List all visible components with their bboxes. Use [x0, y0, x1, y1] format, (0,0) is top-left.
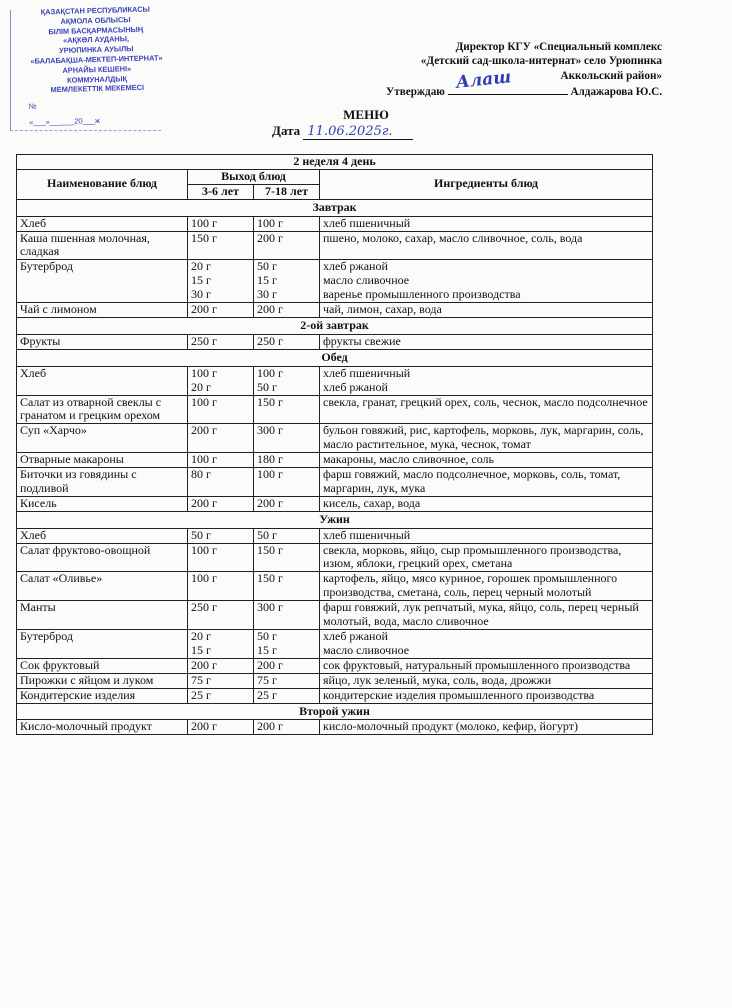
date-label: Дата [272, 123, 301, 138]
table-row [17, 673, 653, 688]
meal-section-row [17, 349, 653, 366]
ingredients [320, 231, 653, 260]
ingredients [320, 688, 653, 703]
ingredients [320, 334, 653, 349]
portion-7-18 [254, 720, 320, 735]
meal-section-title: 2-ой завтрак [17, 317, 653, 334]
table-row [17, 658, 653, 673]
portion-7-18 [254, 395, 320, 424]
portion-value: 250 г [257, 333, 283, 348]
portion-value: 20 г [191, 629, 211, 643]
table-row [17, 216, 653, 231]
portion-7-18 [254, 543, 320, 572]
meal-section-row [17, 317, 653, 334]
portion-value: 100 г [257, 215, 283, 230]
portion-3-6 [188, 453, 254, 468]
portion-3-6 [188, 424, 254, 453]
ingredient-line: кондитерские изделия промышленного производства [323, 687, 595, 702]
ingredients [320, 424, 653, 453]
table-row [17, 395, 653, 424]
portion-value: 25 г [191, 687, 211, 702]
dish-name: Салат фруктово-овощной [17, 543, 188, 572]
table-row [17, 572, 653, 601]
stamp-line: «АҚКӨЛ АУДАНЫ, [62, 34, 130, 46]
date-row [272, 123, 413, 140]
ingredients [320, 216, 653, 231]
stamp-line: КОММУНАЛДЫҚ [66, 73, 128, 85]
ingredient-line: масло сливочное [323, 273, 410, 288]
dish-name: Кондитерские изделия [17, 688, 188, 703]
table-period-row [17, 155, 653, 170]
portion-7-18 [254, 658, 320, 673]
period-header: 2 неделя 4 день [17, 155, 653, 170]
ingredients [320, 720, 653, 735]
dish-column-header: Наименование блюд [17, 169, 188, 199]
ingredient-line: бульон говяжий, рис, картофель, морковь, лук, маргарин, соль, масло растительное, мука, чеснок, томат [323, 423, 644, 452]
portion-7-18 [254, 453, 320, 468]
ingredients [320, 528, 653, 543]
ingredients [320, 496, 653, 511]
portion-value: 15 г [257, 273, 277, 288]
portion-value: 250 г [191, 600, 217, 615]
portion-3-6 [188, 231, 254, 260]
ingredient-line: хлеб ржаной [323, 259, 388, 274]
stamp-date-blank: «___»______20___ж [29, 115, 100, 127]
portion-3-6 [188, 303, 254, 318]
ingredient-line: кисло-молочный продукт (молоко, кефир, йогурт) [323, 719, 578, 734]
portion-3-6 [188, 572, 254, 601]
portion-3-6 [188, 216, 254, 231]
table-row [17, 528, 653, 543]
portion-value: 50 г [257, 527, 277, 542]
portion-value: 200 г [191, 657, 217, 672]
menu-body [17, 199, 653, 735]
portion-value: 50 г [191, 527, 211, 542]
portion-3-6 [188, 630, 254, 659]
stamp-line: АРНАЙЫ КЕШЕНІ» [62, 63, 132, 75]
age1-column-header: 3-6 лет [188, 184, 254, 199]
portion-value: 100 г [191, 365, 217, 380]
dish-name: Бутерброд [17, 630, 188, 659]
portion-value: 100 г [257, 467, 283, 482]
table-row [17, 468, 653, 497]
dish-name: Сок фруктовый [17, 658, 188, 673]
table-row [17, 303, 653, 318]
stamp-line: МЕМЛЕКЕТТІК МЕКЕМЕСІ [50, 83, 145, 95]
dish-name: Хлеб [17, 216, 188, 231]
ingredients [320, 453, 653, 468]
table-row [17, 496, 653, 511]
handwritten-signature: Алаш [454, 67, 512, 94]
portion-7-18 [254, 216, 320, 231]
stamp-line: «БАЛАБАҚША-МЕКТЕП-ИНТЕРНАТ» [30, 53, 163, 66]
table-row [17, 231, 653, 260]
dish-name: Салат «Оливье» [17, 572, 188, 601]
dish-name: Отварные макароны [17, 453, 188, 468]
stamp-line: БІЛІМ БАСҚАРМАСЫНЫҢ [48, 24, 144, 36]
portion-value: 15 г [191, 273, 211, 288]
portion-7-18 [254, 366, 320, 395]
portion-7-18 [254, 303, 320, 318]
portion-value: 75 г [257, 672, 277, 687]
portion-3-6 [188, 658, 254, 673]
portion-value: 200 г [257, 230, 283, 245]
ingredient-line: фарш говяжий, масло подсолнечное, морковь, соль, томат, маргарин, лук, мука [323, 467, 621, 495]
portion-3-6 [188, 673, 254, 688]
meal-section-title: Второй ужин [17, 703, 653, 720]
portion-value: 15 г [191, 642, 211, 657]
portion-7-18 [254, 572, 320, 601]
table-row [17, 366, 653, 395]
ingredient-line: фрукты свежие [323, 333, 401, 348]
director-name: Алдажарова Ю.С. [570, 86, 662, 99]
portion-3-6 [188, 260, 254, 303]
meal-section-title: Завтрак [17, 199, 653, 216]
menu-title: МЕНЮ [343, 107, 389, 122]
ingredients [320, 630, 653, 659]
menu-table [16, 154, 653, 735]
signature-line [448, 67, 568, 95]
ingredients [320, 468, 653, 497]
ingredient-line: яйцо, лук зеленый, мука, соль, вода, дрожжи [323, 672, 552, 687]
portion-value: 100 г [257, 365, 283, 380]
portion-3-6 [188, 528, 254, 543]
ingredient-line: чай, лимон, сахар, вода [323, 302, 442, 317]
portion-value: 200 г [191, 719, 217, 734]
portion-7-18 [254, 260, 320, 303]
portion-3-6 [188, 334, 254, 349]
portion-value: 200 г [257, 657, 283, 672]
meal-section-row [17, 511, 653, 528]
portion-value: 200 г [257, 302, 283, 317]
portion-3-6 [188, 543, 254, 572]
ingredients [320, 601, 653, 630]
table-row [17, 424, 653, 453]
portion-7-18 [254, 468, 320, 497]
portion-7-18 [254, 630, 320, 659]
portion-7-18 [254, 424, 320, 453]
portion-value: 50 г [257, 379, 277, 394]
portion-3-6 [188, 395, 254, 424]
portion-value: 300 г [257, 423, 283, 438]
table-row [17, 543, 653, 572]
portion-value: 300 г [257, 600, 283, 615]
dish-name: Хлеб [17, 366, 188, 395]
meal-section-row [17, 703, 653, 720]
stamp-line: АҚМОЛА ОБЛЫСЫ [60, 14, 131, 26]
portion-value: 30 г [191, 287, 211, 302]
portion-value: 20 г [191, 259, 211, 274]
ingredient-line: свекла, гранат, грецкий орех, соль, чеснок, масло подсолнечное [323, 394, 648, 409]
meal-section-row [17, 199, 653, 216]
portion-value: 250 г [191, 333, 217, 348]
portion-value: 15 г [257, 642, 277, 657]
ingredients [320, 673, 653, 688]
table-header-row [17, 169, 653, 184]
director-line-1: Директор КГУ «Специальный комплекс [455, 41, 662, 53]
ingredient-line: кисель, сахар, вода [323, 495, 421, 510]
ingredients [320, 572, 653, 601]
portion-value: 150 г [257, 542, 283, 557]
ingredient-line: масло сливочное [323, 642, 410, 657]
portion-value: 180 г [257, 452, 283, 467]
portion-value: 200 г [191, 302, 217, 317]
ingredient-line: хлеб пшеничный [323, 215, 411, 230]
ingredient-line: хлеб ржаной [323, 379, 388, 394]
table-row [17, 688, 653, 703]
dish-name: Суп «Харчо» [17, 424, 188, 453]
portion-value: 150 г [257, 571, 283, 586]
portion-7-18 [254, 673, 320, 688]
dish-name: Чай с лимоном [17, 303, 188, 318]
table-row [17, 453, 653, 468]
portion-3-6 [188, 601, 254, 630]
portion-7-18 [254, 528, 320, 543]
table-row [17, 601, 653, 630]
table-row [17, 720, 653, 735]
portion-value: 50 г [257, 259, 277, 274]
portion-7-18 [254, 496, 320, 511]
dish-name: Каша пшенная молочная, сладкая [17, 231, 188, 260]
portion-3-6 [188, 468, 254, 497]
ingredients [320, 260, 653, 303]
portion-value: 30 г [257, 287, 277, 302]
portion-value: 100 г [191, 542, 217, 557]
stamp-line: ҚАЗАҚСТАН РЕСПУБЛИКАСЫ [40, 4, 150, 17]
ingredients [320, 395, 653, 424]
portion-value: 200 г [257, 495, 283, 510]
ingredient-line: сок фруктовый, натуральный промышленного производства [323, 657, 631, 672]
portion-value: 100 г [191, 394, 217, 409]
meal-section-title: Ужин [17, 511, 653, 528]
ingredient-line: хлеб ржаной [323, 629, 388, 643]
portion-value: 100 г [191, 215, 217, 230]
dish-name: Кисель [17, 496, 188, 511]
portion-value: 100 г [191, 452, 217, 467]
stamp-number-label: № [28, 101, 37, 111]
ingredient-line: варенье промышленного производства [323, 287, 521, 302]
dish-name: Бутерброд [17, 260, 188, 303]
portion-7-18 [254, 688, 320, 703]
portion-value: 50 г [257, 629, 277, 643]
ingredient-line: пшено, молоко, сахар, масло сливочное, соль, вода [323, 230, 583, 245]
approval-block [386, 40, 662, 100]
portion-value: 200 г [191, 423, 217, 438]
ingredient-line: свекла, морковь, яйцо, сыр промышленного производства, изюм, яблоки, грецкий орех, сметана [323, 542, 622, 571]
portion-value: 25 г [257, 687, 277, 702]
director-line-2: «Детский сад-школа-интернат» село Урюпинка [420, 55, 662, 68]
table-row [17, 334, 653, 349]
table-row [17, 260, 653, 303]
official-stamp [26, 4, 168, 150]
dish-name: Пирожки с яйцом и луком [17, 673, 188, 688]
dish-name: Кисло-молочный продукт [17, 720, 188, 735]
portion-value: 200 г [191, 495, 217, 510]
meal-section-title: Обед [17, 349, 653, 366]
ingredients [320, 658, 653, 673]
portion-3-6 [188, 688, 254, 703]
ingredient-line: хлеб пшеничный [323, 527, 411, 542]
portion-value: 200 г [257, 719, 283, 734]
ingredient-line: макароны, масло сливочное, соль [323, 452, 495, 467]
ingredient-line: хлеб пшеничный [323, 365, 411, 380]
portion-7-18 [254, 231, 320, 260]
dish-name: Манты [17, 601, 188, 630]
portion-value: 150 г [191, 230, 217, 245]
output-column-header: Выход блюд [188, 169, 320, 184]
portion-7-18 [254, 334, 320, 349]
approve-label: Утверждаю [385, 86, 445, 99]
ingredients-column-header: Ингредиенты блюд [320, 169, 653, 199]
age2-column-header: 7-18 лет [254, 184, 320, 199]
portion-value: 20 г [191, 379, 211, 394]
portion-value: 150 г [257, 394, 283, 409]
ingredient-line: фарш говяжий, лук репчатый, мука, яйцо, соль, перец черный молотый, вода, масло сливочное [323, 600, 639, 629]
dish-name: Хлеб [17, 528, 188, 543]
portion-3-6 [188, 720, 254, 735]
portion-value: 100 г [191, 571, 217, 586]
portion-value: 75 г [191, 672, 211, 687]
portion-7-18 [254, 601, 320, 630]
ingredients [320, 543, 653, 572]
date-value: 11.06.2025г. [303, 124, 413, 140]
dish-name: Биточки из говядины с подливой [17, 468, 188, 497]
portion-value: 80 г [191, 467, 211, 482]
ingredients [320, 366, 653, 395]
portion-3-6 [188, 366, 254, 395]
ingredient-line: картофель, яйцо, мясо куриное, горошек промышленного производства, сметана, соль, перец черный молотый [323, 571, 618, 600]
dish-name: Салат из отварной свеклы с гранатом и грецким орехом [17, 395, 188, 424]
dish-name: Фрукты [17, 334, 188, 349]
table-row [17, 630, 653, 659]
ingredients [320, 303, 653, 318]
director-line-3: Аккольский район» [560, 69, 662, 82]
portion-3-6 [188, 496, 254, 511]
stamp-line: УРЮПИНКА АУЫЛЫ [59, 44, 134, 56]
